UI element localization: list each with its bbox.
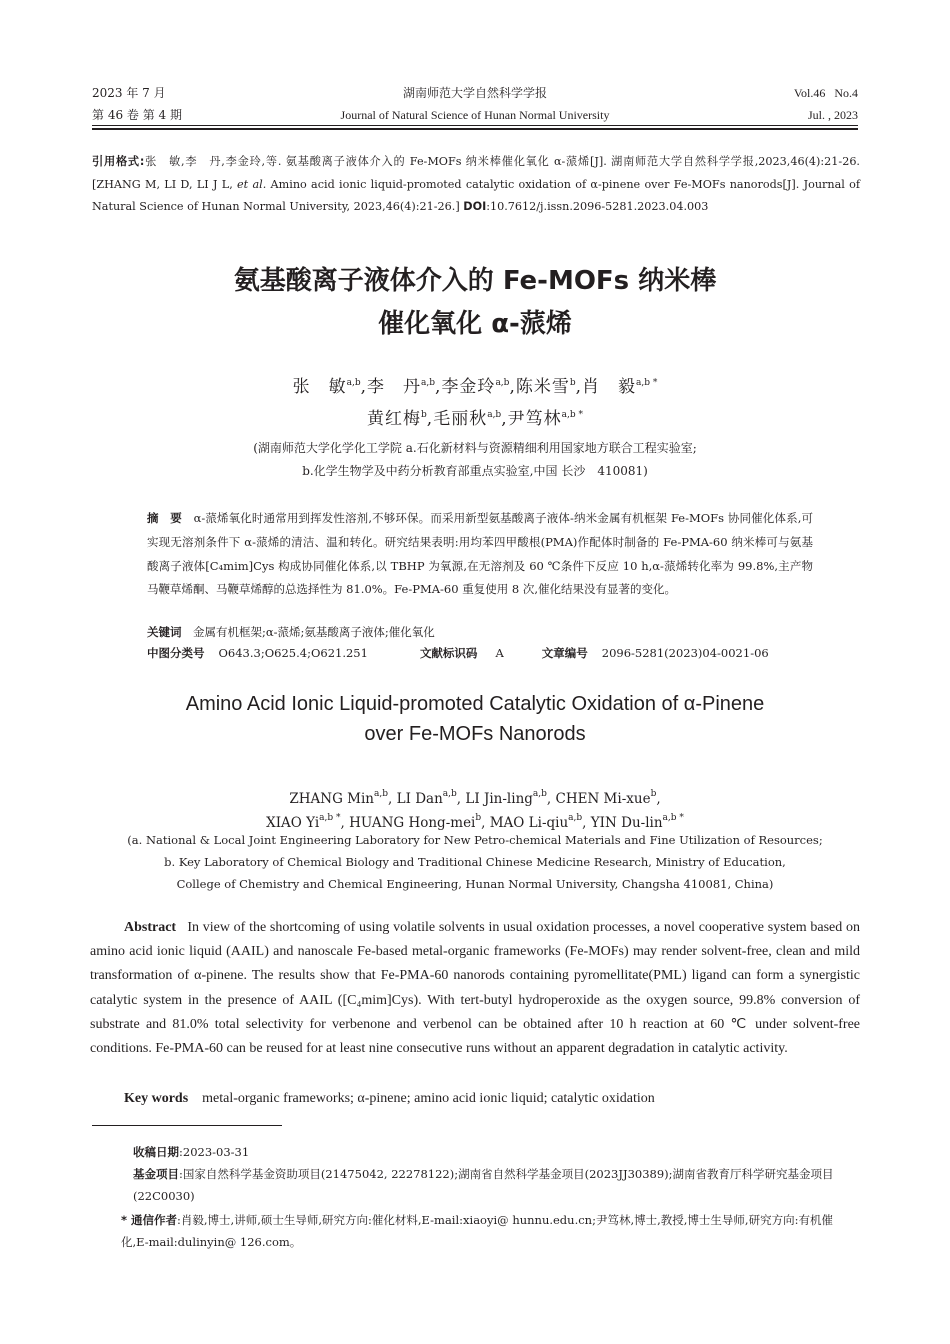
author-cn: 肖 毅 [582, 377, 637, 397]
author-cn: 李金玲 [441, 377, 496, 397]
author-en-sup: a,b * [662, 813, 684, 823]
authors-en-line1: ZHANG Min$^{a,b}$, LI Dan$^{a,b}$, LI Jin-ling$^{a,b}$, CHEN Mi-xue$^b$, [289, 789, 661, 807]
author-en: ZHANG Min [289, 791, 375, 807]
author-cn: 张 敏 [292, 377, 347, 397]
affiliation-cn-line2: b.化学生物学及中药分析教育部重点实验室,中国 长沙 410081) [302, 464, 648, 478]
citation-block [92, 151, 860, 219]
title-en-line2: over Fe-MOFs Nanorods [364, 723, 586, 745]
article-no-value: 2096-5281(2023)04-0021-06 [601, 646, 769, 660]
corr-value: :肖毅,博士,讲师,硕士生导师,研究方向:催化材料,E-mail:xiaoyi@ hunnu.edu.cn;尹笃林,博士,教授,博士生导师,研究方向:有机催化,E-mail:dulinyin@ 126.com。 [121, 1213, 833, 1249]
keywords-cn [147, 621, 813, 645]
author-en: YIN Du-lin [590, 815, 663, 831]
author-en: HUANG Hong-mei [349, 815, 476, 831]
citation-et-al: et al. [237, 177, 267, 191]
header-vol-no: Vol.46 No.4 [793, 86, 858, 100]
doc-code-value: A [495, 646, 504, 660]
author-en: CHEN Mi-xue [555, 791, 651, 807]
author-cn: 毛丽秋 [433, 409, 488, 429]
header-volume-cn: 第 46 卷 第 4 期 [92, 108, 182, 122]
author-en-sup: b [650, 789, 657, 799]
fund-value: :国家自然科学基金资助项目(21475042, 22278122);湖南省自然科学基金项目(2023JJ30389);湖南省教育厅科学研究基金项目(22C0030) [133, 1167, 834, 1203]
received-value: :2023-03-31 [179, 1145, 250, 1159]
keywords-en-label: Key words [124, 1091, 189, 1106]
keywords-cn-label: 关键词 [147, 625, 182, 639]
affiliation-en-line2: b. Key Laboratory of Chemical Biology and Traditional Chinese Medicine Research, Ministry of Education, [164, 855, 786, 869]
header-journal-cn: 湖南师范大学自然科学学报 [402, 86, 547, 100]
abstract-cn [147, 507, 813, 602]
abstract-en-label: Abstract [124, 920, 177, 935]
author-en-sup: a,b [374, 789, 389, 799]
corr-label: * 通信作者 [121, 1213, 178, 1227]
author-en: LI Jin-ling [465, 791, 533, 807]
keywords-en-text: metal-organic frameworks; α-pinene; amino acid ionic liquid; catalytic oxidation [202, 1091, 655, 1106]
author-en-sup: a,b * [319, 813, 341, 823]
author-cn: 陈米雪 [515, 377, 570, 397]
received-label: 收稿日期 [133, 1145, 179, 1159]
abstract-cn-label: 摘 要 [147, 511, 182, 525]
abstract-cn-text: α-蒎烯氧化时通常用到挥发性溶剂,不够环保。而采用新型氨基酸离子液体-纳米金属有机框架 Fe-MOFs 协同催化体系,可实现无溶剂条件下 α-蒎烯的清洁、温和转化。研究结果表明:用均苯四甲酸根(PMA)作配体时制备的 Fe-PMA-60 纳米棒可与氨基酸离子液体[C₄mim]Cys 构成协同催化体系,以 TBHP 为氧源,在无溶剂及 60 ℃条件下反应 10 h,α-蒎烯转化率为 99.8%,主产物马鞭草烯酮、马鞭草烯醇的总选择性为 81.0%。Fe-PMA-60 重复使用 8 次,催化结果没有显著的变化。 [147, 511, 813, 597]
author-cn-sup: a,b [421, 378, 436, 388]
citation-doi: :10.7612/j.issn.2096-5281.2023.04.003 [486, 200, 709, 213]
author-en: LI Dan [396, 791, 443, 807]
author-cn-sup: a,b * [561, 410, 583, 420]
citation-label: 引用格式: [92, 155, 145, 168]
author-en: MAO Li-qiu [489, 815, 569, 831]
author-cn-sup: a,b [495, 378, 510, 388]
keywords-en [124, 1087, 655, 1111]
title-en-line1: Amino Acid Ionic Liquid-promoted Catalytic Oxidation of α-Pinene [185, 693, 765, 715]
author-cn: 黄红梅 [367, 409, 422, 429]
title-cn-line1: 氨基酸离子液体介入的 Fe-MOFs 纳米棒 [233, 266, 717, 296]
fund-info [133, 1163, 860, 1207]
author-en-sup: a,b [568, 813, 583, 823]
doc-code-label: 文献标识码 [419, 646, 478, 660]
corresponding-author [121, 1209, 860, 1253]
citation-text-1: 张 敏,李 丹,李金玲,等. 氨基酸离子液体介入的 Fe-MOFs 纳米棒催化氧化 α-蒎烯[J]. 湖南师范大学自然科学学报,2023,46(4):21-26.[ZHANG M, LI D, LI J L, [92, 155, 860, 191]
author-en-sup: b [475, 813, 482, 823]
affiliation-en-line3: College of Chemistry and Chemical Engineering, Hunan Normal University, Changsha 410081, China) [176, 877, 774, 891]
author-cn-sup: a,b * [636, 378, 658, 388]
abstract-en [90, 916, 860, 1061]
header-journal-en: Journal of Natural Science of Hunan Normal University [340, 108, 610, 122]
authors-en-line2: XIAO $Yi^{a,b *}$, HUANG Hong-mei$^b$, MAO Li-qiu$^{a,b}$, YIN Du-lin$^{a,b *}$ [266, 813, 684, 831]
affiliation-cn-line1: (湖南师范大学化学化工学院 a.石化新材料与资源精细利用国家地方联合工程实验室; [253, 441, 697, 455]
author-cn-sup: b [569, 378, 576, 388]
author-en: XIAO Yi [266, 815, 320, 831]
author-en-sup: a,b [532, 789, 547, 799]
abstract-en-text: In view of the shortcoming of using volatile solvents in usual oxidation processes, a novel cooperative system based on amino acid ionic liquid (AAIL) and nanoscale Fe-based metal-organic frameworks (Fe-MOFs) may render solvent-free, clean and mild transformation of α-pinene. The results show that Fe-PMA-60 nanorods containing pyromellitate(PML) ligand can form a synergistic catalytic system in the presence of AAIL ([C₄mim]Cys). With tert-butyl hydroperoxide as the oxygen source, 99.8% conversion of substrate and 81.0% total selectivity for verbenone and verbenol can be obtained after 10 h reaction at 60 ℃ under solvent-free conditions. Fe-PMA-60 can be reused for at least nine consecutive runs without an apparent degradation in catalytic activity. [90, 920, 860, 1057]
author-en-sup: a,b [442, 789, 457, 799]
citation-text-2: Amino acid ionic liquid-promoted catalytic oxidation of α-pinene over Fe-MOFs nanorods[J]. Journal of Natural Science of Hunan Normal University, 2023,46(4):21-26.] [92, 177, 860, 213]
authors-cn-line1: 张 敏$^{a,b}$,李 丹$^{a,b}$,李金玲$^{a,b}$,陈米雪$^b$,肖 毅$^{a,b *}$ [292, 377, 658, 397]
author-cn: 李 丹 [367, 377, 422, 397]
header-rule-thin [92, 125, 858, 126]
header-date: 2023 年 7 月 [92, 86, 166, 100]
author-cn: 尹笃林 [507, 409, 562, 429]
fund-label: 基金项目 [133, 1167, 179, 1181]
title-cn-line2: 催化氧化 α-蒎烯 [378, 309, 572, 339]
classification-row [147, 645, 769, 661]
clc-label: 中图分类号 [147, 646, 205, 660]
footnote-rule [92, 1125, 282, 1126]
clc-value: O643.3;O625.4;O621.251 [218, 646, 368, 660]
authors-cn-line2: 黄红梅$^b$,毛丽秋$^{a,b}$,尹笃林$^{a,b *}$ [367, 409, 583, 429]
author-cn-sup: b [421, 410, 427, 420]
author-cn-sup: a,b [346, 378, 361, 388]
affiliation-en-line1: (a. National & Local Joint Engineering Laboratory for New Petro-chemical Materials and Fine Utilization of Resources; [127, 833, 823, 847]
author-cn-sup: a,b [487, 410, 502, 420]
article-no-label: 文章编号 [541, 646, 588, 660]
received-date [133, 1141, 249, 1163]
header-month-year: Jul. , 2023 [807, 108, 858, 122]
keywords-cn-text: 金属有机框架;α-蒎烯;氨基酸离子液体;催化氧化 [193, 625, 435, 639]
header-rule-thick [92, 128, 858, 130]
citation-doi-label: DOI [463, 200, 487, 213]
